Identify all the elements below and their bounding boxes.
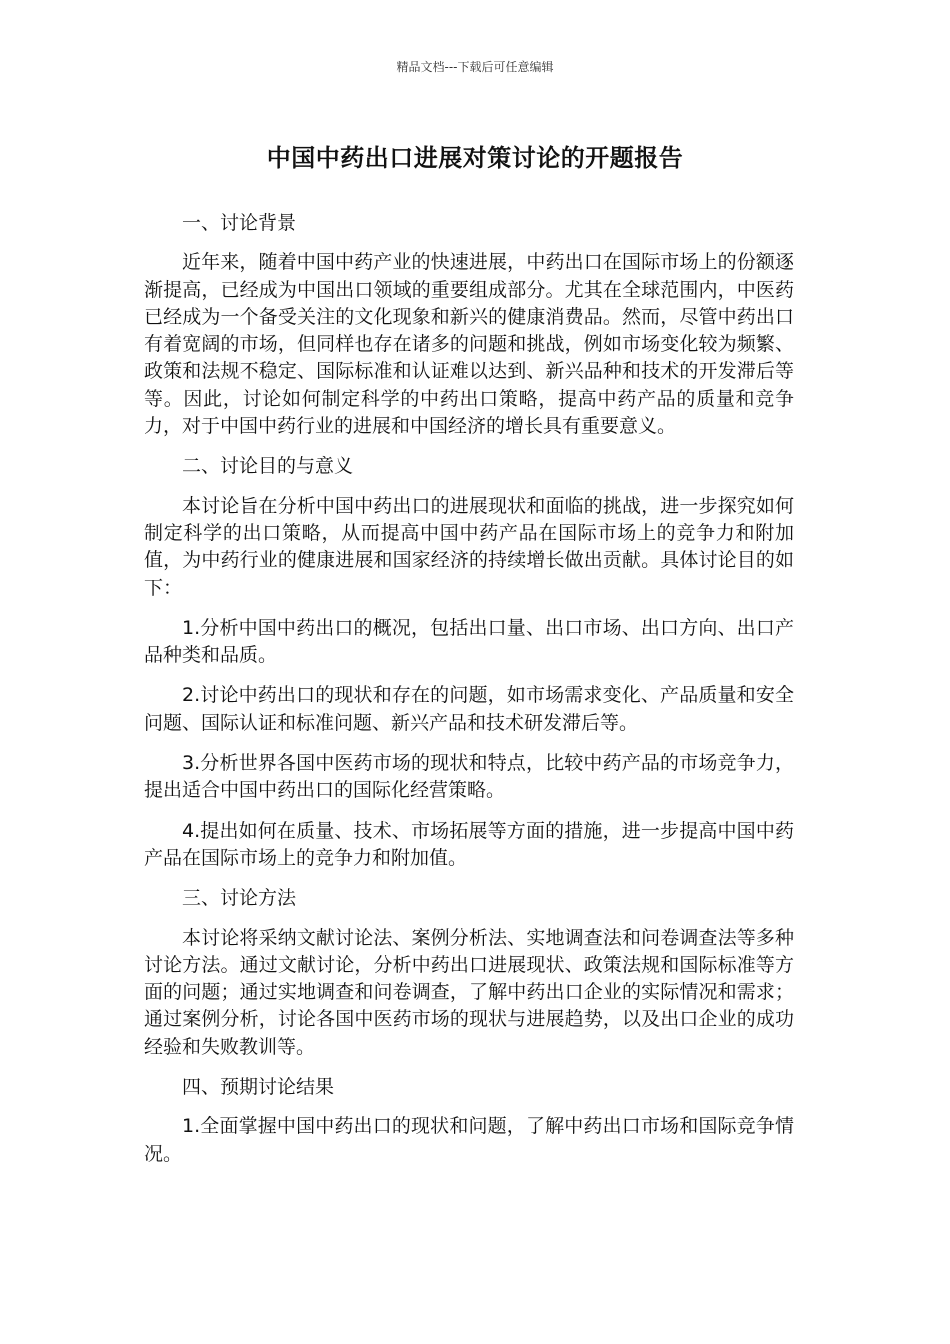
list-item-purpose-2: 2.讨论中药出口的现状和存在的问题，如市场需求变化、产品质量和安全问题、国际认证和标准问题、新兴产品和技术研发滞后等。 <box>144 684 794 734</box>
paragraph-methods: 本讨论将采纳文献讨论法、案例分析法、实地调查法和问卷调查法等多种讨论方法。通过文献讨论，分析中药出口进展现状、政策法规和国际标准等方面的问题；通过实地调查和问卷调查，了解中药出口企业的实际情况和需求；通过案例分析，讨论各国中医药市场的现状与进展趋势，以及出口企业的成功经验和失败教训等。 <box>144 926 794 1058</box>
section-heading-background: 一、讨论背景 <box>182 212 297 234</box>
section-heading-methods: 三、讨论方法 <box>182 887 297 910</box>
section-heading-purpose: 二、讨论目的与意义 <box>182 455 354 478</box>
list-item-purpose-4: 4.提出如何在质量、技术、市场拓展等方面的措施，进一步提高中国中药产品在国际市场上的竞争力和附加值。 <box>144 819 794 869</box>
list-item-results-1: 1.全面掌握中国中药出口的现状和问题，了解中药出口市场和国际竞争情况。 <box>144 1115 794 1165</box>
list-item-purpose-1: 1.分析中国中药出口的概况，包括出口量、出口市场、出口方向、出口产品种类和品质。 <box>144 616 794 667</box>
document-body <box>144 210 794 1181</box>
document-title: 中国中药出口进展对策讨论的开题报告 <box>266 144 684 172</box>
list-item-purpose-3: 3.分析世界各国中医药市场的现状和特点，比较中药产品的市场竞争力，提出适合中国中药出口的国际化经营策略。 <box>144 752 794 802</box>
paragraph-background: 近年来，随着中国中药产业的快速进展，中药出口在国际市场上的份额逐渐提高，已经成为中国出口领域的重要组成部分。尤其在全球范围内，中医药已经成为一个备受关注的文化现象和新兴的健康消费品。然而，尽管中药出口有着宽阔的市场，但同样也存在诸多的问题和挑战，例如市场变化较为频繁、政策和法规不稳定、国际标准和认证难以达到、新兴品种和技术的开发滞后等等。因此，讨论如何制定科学的中药出口策略，提高中药产品的质量和竞争力，对于中国中药行业的进展和中国经济的增长具有重要意义。 <box>144 251 794 438</box>
section-heading-expected-results: 四、预期讨论结果 <box>182 1076 335 1099</box>
paragraph-purpose-intro: 本讨论旨在分析中国中药出口的进展现状和面临的挑战，进一步探究如何制定科学的出口策略，从而提高中国中药产品在国际市场上的竞争力和附加值，为中药行业的健康进展和国家经济的持续增长做出贡献。具体讨论目的如下： <box>144 494 794 599</box>
header-note: 精品文档---下载后可任意编辑 <box>396 60 554 74</box>
